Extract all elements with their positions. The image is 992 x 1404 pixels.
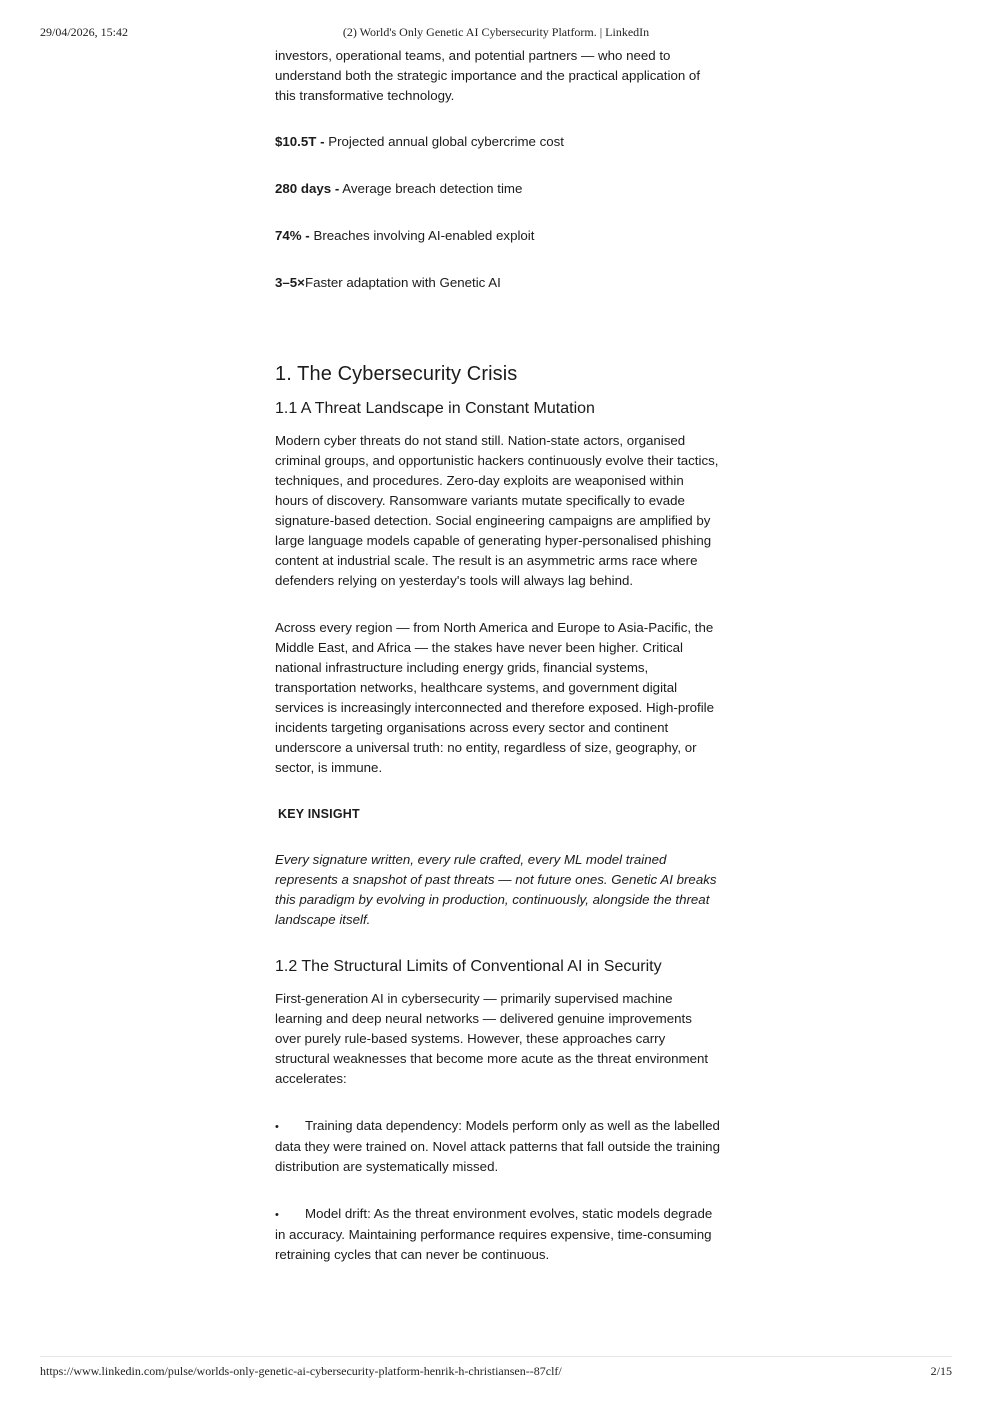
print-page-title: (2) World's Only Genetic AI Cybersecurity Platform. | LinkedIn: [342, 25, 650, 39]
stat-label: Faster adaptation with Genetic AI: [304, 275, 501, 290]
bullet-icon: •: [275, 1209, 279, 1221]
stat-value: 3–5×: [275, 275, 305, 290]
intro-paragraph: investors, operational teams, and potential partners — who need to understand both the strategic importance and the practical application of this transformative technology.: [275, 48, 701, 103]
print-footer: [40, 1356, 952, 1383]
stat-item: [275, 226, 720, 246]
bullet-icon: •: [275, 1121, 279, 1133]
body-paragraph: Modern cyber threats do not stand still. Nation-state actors, organised criminal groups, and opportunistic hackers continuously evolve their tactics, techniques, and procedures. Zero-day exploits are weaponised within hours of discovery. Ransomware variants mutate specifically to evade signature-based detection. Social engineering campaigns are amplified by large language models capable of generating hyper-personalised phishing content at industrial scale. The result is an asymmetric arms race where defenders relying on yesterday's tools will always lag behind.: [275, 433, 719, 588]
bullet-item: [275, 1116, 720, 1177]
stat-label: Projected annual global cybercrime cost: [324, 134, 564, 149]
print-header: [40, 25, 952, 41]
subsection-heading: 1.2 The Structural Limits of Conventional AI in Security: [275, 958, 662, 975]
bullet-text: Training data dependency: Models perform only as well as the labelled data they were trained on. Novel attack patterns that fall outside the training distribution are systematically missed.: [275, 1118, 720, 1174]
print-url: https://www.linkedin.com/pulse/worlds-only-genetic-ai-cybersecurity-platform-henrik-h-christiansen--87clf/: [40, 1364, 562, 1378]
body-paragraph: Across every region — from North America and Europe to Asia-Pacific, the Middle East, and Africa — the stakes have never been higher. Critical national infrastructure including energy grids, financial systems, transportation networks, healthcare systems, and government digital services is increasingly interconnected and therefore exposed. High-profile incidents targeting organisations across every sector and continent underscore a universal truth: no entity, regardless of size, geography, or sector, is immune.: [275, 620, 715, 775]
bullet-text: Model drift: As the threat environment evolves, static models degrade in accuracy. Maintaining performance requires expensive, time-consuming retraining cycles that can never be continuous.: [275, 1206, 713, 1262]
stat-value: 74% -: [275, 228, 310, 243]
stat-label: Average breach detection time: [339, 181, 523, 196]
stat-value: $10.5T -: [275, 134, 325, 149]
stat-item: [275, 273, 720, 293]
bullet-item: [275, 1204, 720, 1265]
print-date: 29/04/2026, 15:42: [40, 25, 129, 39]
page-number: 2/15: [930, 1364, 952, 1378]
stat-value: 280 days -: [275, 181, 340, 196]
key-insight-text: Every signature written, every rule crafted, every ML model trained represents a snapshot of past threats — not future ones. Genetic AI breaks this paradigm by evolving in production, continuously, alongside the threat landscape itself.: [275, 852, 717, 927]
key-insight-label: KEY INSIGHT: [278, 807, 360, 821]
stat-item: [275, 132, 720, 152]
body-paragraph: First-generation AI in cybersecurity — primarily supervised machine learning and deep neural networks — delivered genuine improvements over purely rule-based systems. However, these approaches carry structural weaknesses that become more acute as the threat environment accelerates:: [275, 991, 709, 1086]
article-body: [275, 46, 720, 1265]
subsection-heading: 1.1 A Threat Landscape in Constant Mutation: [275, 400, 595, 417]
stat-item: [275, 179, 720, 199]
stat-label: Breaches involving AI-enabled exploit: [309, 228, 535, 243]
section-heading: 1. The Cybersecurity Crisis: [275, 363, 518, 385]
